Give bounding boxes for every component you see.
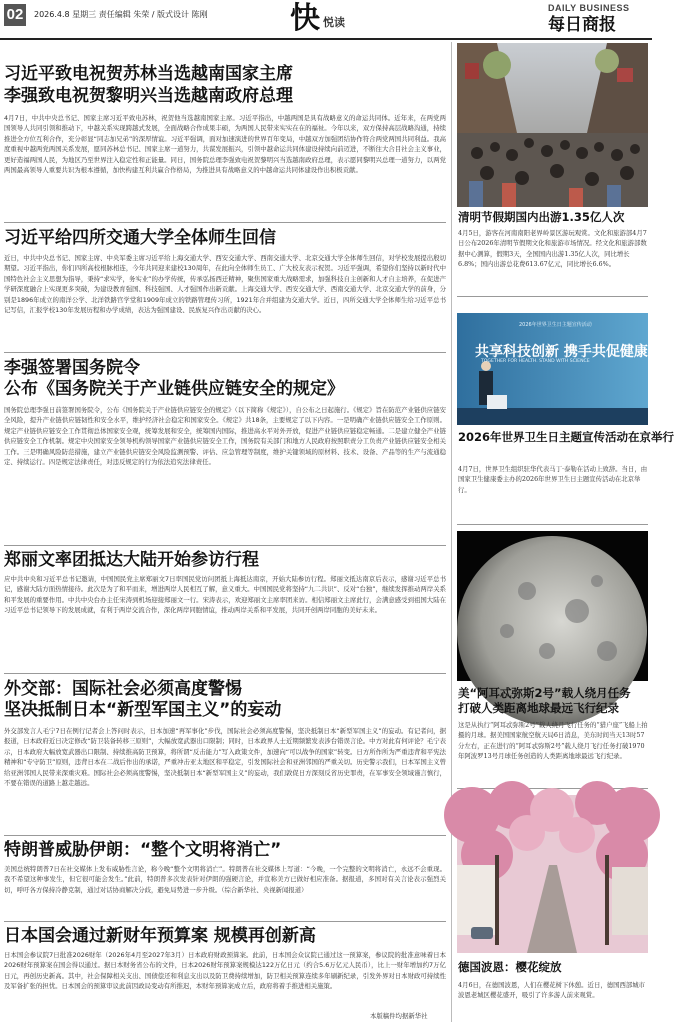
headline-line: 坚决抵制日本“新型军国主义”的妄动 [4, 700, 282, 720]
brand-english: DAILY BUSINESS [548, 3, 630, 13]
article-body: 国务院总理李强日前签署国务院令，公布《国务院关于产业链供应链安全的规定》（以下简称《规定》），自公布之日起施行。《规定》旨在防范产业链供应链安全风险，提升产业链供应链韧性和安全水平，维护经济社会稳定和国家安全。《规定》共18条，主要规定了以下内容。一是明确产业链供应链安全工作原则。规定产业链供应链安全工作贯彻总体国家安全观，统筹发展和安全，统筹国内国际，推进高水平对外开放，促进产业链供应链稳定畅通。二是建立健全产业链供应链安全工作机制。规定中央国家安全领导机构领导国家产业链供应链安全工作，国务院有关部门和地方人民政府按照职责分工负责产业链供应链安全相关工作。三是明确风险防范措施，建立产业链供应链安全风险监测预警、评估、应急管理等制度，维护关键领域的原材料、技术、设备、产品等的生产与流通稳定、持续运行。四是规定法律责任，对违反规定的行为依法追究法律责任。 [4, 406, 446, 467]
side-headline: 清明节假期国内出游1.35亿人次 [458, 210, 625, 224]
article-divider [4, 835, 446, 836]
side-divider [457, 524, 648, 525]
side-headline: 打破人类距离地球最远飞行纪录 [458, 701, 619, 715]
section-mark: 快 [290, 1, 320, 36]
article-divider [4, 222, 446, 223]
section-name: 悦读 [323, 16, 345, 29]
article-credit: 本版稿件均据新华社 [370, 1012, 428, 1020]
photo-event-title: 2026年世界卫生日主题宣传活动 [519, 322, 592, 328]
photo-cherry-blossoms [457, 795, 648, 953]
side-divider [457, 296, 648, 297]
dateline: 2026.4.8 星期三 责任编辑 朱荣 / 版式设计 陈刚 [34, 10, 208, 19]
side-headline: 美“阿耳忒弥斯2号”载人绕月任务 [458, 686, 631, 700]
side-headline: 德国波恩：樱花绽放 [458, 960, 562, 974]
headline-line: 特朗普威胁伊朗：“整个文明将消亡” [4, 840, 282, 860]
column-divider [451, 42, 452, 1022]
article-body: 美国总统特朗普7日在社交媒体上发布威胁性言论，称今晚“整个文明将消亡”。特朗普在社交媒体上写道：“今晚，一个完整的文明将消亡，永远不会重现。我不希望这种事发生，但它很可能会发生。”此前，特朗普多次发表针对伊朗的强硬言论，并宣称美方已做好相应准备。据报道，多国对有关言论表示强烈关切，呼吁各方保持冷静克制，通过对话协商解决分歧，避免局势进一步升级。（综合新华社、央视新闻报道） [4, 865, 446, 894]
article-body: 日本国会参议院7日批准2026财年（2026年4月至2027年3月）日本政府财政预算案。此前，日本国会众议院已通过这一预算案，参议院的批准意味着日本2026财年预算案在国会得以通过。据日本财务省公布的文件，日本2026财年预算案规模达122万亿日元（约合5.6万亿元人民币），比上一财年增加约7万亿日元，再创历史新高。其中，社会保障相关支出、国债偿还和利息支出以及防卫费持续增加，防卫相关预算连续多年刷新纪录，引发外界对日本财政可持续性及军备扩张的担忧。日本国会的预算审议此前因政局变动有所推迟，本财年预算案成立后，政府将着手推进相关施策。 [4, 951, 446, 991]
side-headline: 2026年世界卫生日主题宣传活动在京举行 [458, 430, 674, 444]
headline-line: 公布《国务院关于产业链供应链安全的规定》 [4, 379, 344, 399]
page-number: 02 [4, 4, 26, 26]
photo-moon [457, 531, 648, 681]
article-body: 应中共中央和习近平总书记邀请，中国国民党主席郑丽文7日率国民党访问团抵上海抵达南京，开始大陆参访行程。郑丽文抵达南京后表示，感谢习近平总书记，感谢大陆方面热情接待。此次是为了和平而来，增进两岸人民相互了解，意义重大。中国国民党将坚持“九二共识”、反对“台独”，继续发挥推动两岸关系和平发展的重要作用。中共中央台办主任宋涛到机场迎接郑丽文一行。宋涛表示，欢迎郑丽文主席率团来访。相信郑丽文主席此行，会满意感受到祖国大陆在习近平总书记领导下的发展成就，有利于两岸交流合作，深化两岸同胞情谊，推动两岸关系和平发展，共同开创两岸同胞的美好未来。 [4, 575, 446, 615]
article-body: 外交部发言人毛宁7日在例行记者会上答问时表示，日本加速“再军事化”步伐，国际社会必须高度警惕，坚决抵制日本“新型军国主义”的妄动。有记者问，据报道，日本政府近日决定修改“防卫装备转移三原则”，大幅放宽武器出口限制；同时，日本政界人士近期频繁发表涉台错误言论。中方对此有何评论？毛宁表示，日本政府大幅放宽武器出口限制、持续推高防卫预算，将所谓“反击能力”写入政策文件，加速向“可以战争的国家”转变。日方所作所为严重违背和平宪法精神和“专守防卫”原则，违背日本在二战后作出的承诺，严重冲击亚太地区和平稳定，引发国际社会和亚洲邻国的严重关切。历史警示我们，日本军国主义曾给亚洲邻国人民带来深重灾难。国际社会必须高度警惕，坚决抵制日本“新型军国主义”的妄动，我们敦促日方深刻反省历史罪责，在军事安全领域谨言慎行，不要在错误的道路上越走越远。 [4, 727, 446, 788]
article-body: 近日，中共中央总书记、国家主席、中央军委主席习近平给上海交通大学、西安交通大学、西南交通大学、北京交通大学全体师生回信，对学校发展提出殷切期望。习近平指出，你们四所高校根脉相连，今年共同迎来建校130周年，在此向全体师生员工、广大校友表示祝贺。习近平强调，希望你们坚持以新时代中国特色社会主义思想为指导，秉持“求实学，务实业”的办学传统，传承弘扬西迁精神，聚焦国家重大战略需求，加强科技自主创新和人才自主培养，在促进产学研深度融合上实现更多突破，为建设教育强国、科技强国、人才强国作出新贡献。上海交通大学、西安交通大学、西南交通大学、北京交通大学的前身，分别是1896年成立的南洋公学、北洋铁路官学堂和1909年成立的铁路管理传习所，1921年合并组建为交通大学。近日，四所交通大学全体师生给习近平总书记写信，汇报学校130年发展历程和办学成绩，表达为强国建设、民族复兴作出贡献的决心。 [4, 254, 446, 315]
headline-line: 李强致电祝贺黎明兴当选越南政府总理 [4, 86, 293, 106]
headline-line: 外交部：国际社会必须高度警惕 [4, 679, 242, 699]
headline-line: 李强签署国务院令 [4, 358, 140, 378]
photo-caption: 4月6日，在德国波恩，人们在樱花树下休憩。近日，德国西部城市波恩老城区樱花盛开，吸引了许多游人前来观赏。 [458, 981, 646, 1000]
article-body: 4月7日，中共中央总书记、国家主席习近平致电苏林，祝贺他当选越南国家主席。习近平指出，中越两国是具有战略意义的命运共同体。近年来，在两党两国领导人共同引领和推动下，中越关系实现跨越式发展，全面战略合作成果丰硕，为两国人民带来实实在在的福祉。今年以来，双方保持高层战略沟通，持续推进全方位互利合作，充分彰显“同志加兄弟”的深厚情谊。习近平强调，面对加速演进的世界百年变局，中越双方加强团结协作符合两党两国共同利益。我高度重视中越两党两国关系发展，愿同苏林总书记、国家主席一道努力，共谋发展振兴，引领中越命运共同体建设持续向前迈进，不断往大合目社会主义事业，更好造福两国人民，为地区乃至世界注入稳定性和正能量。同日，国务院总理李强致电祝贺黎明兴当选越南政府总理，表示愿同黎明兴总理一道努力，以两党两国最高领导人重要共识为根本遵循，加快构建互利共赢合作格局，为推进具有战略意义的中越命运共同体建设作出积极贡献。 [4, 114, 446, 175]
header-rule [0, 38, 652, 40]
article-divider [4, 921, 446, 922]
photo-banner-en: TOGETHER FOR HEALTH. STAND WITH SCIENCE [481, 359, 590, 364]
brand-logo: 每日商报 [548, 15, 616, 35]
photo-caption: 4月5日，游客在河南南阳老界岭景区游玩观赏。文化和旅游部4月7日公布2026年清明节假期文化和旅游市场情况。经文化和旅游部数据中心测算，假期3天，全国国内出游1.35亿人次，同比增长6.8%；国内出游总花费613.67亿元，同比增长6.6%。 [458, 229, 647, 269]
article-divider [4, 545, 446, 546]
headline-line: 习近平给四所交通大学全体师生回信 [4, 228, 276, 248]
headline-line: 习近平致电祝贺苏林当选越南国家主席 [4, 64, 293, 84]
photo-caption: 这是从执行“阿耳忒弥斯2号”载人绕月飞行任务的“猎户座”飞船上拍摄的月球。据美国国家航空航天局6日消息，美东时间当天13时57分左右，正在进行的“阿耳忒弥斯2号”载人绕月飞行任务打破1970年阿波罗13号月球任务创造的人类距离地球最远飞行纪录。 [458, 721, 648, 761]
photo-holiday-crowd [457, 43, 648, 207]
headline-line: 郑丽文率团抵达大陆开始参访行程 [4, 550, 259, 570]
article-divider [4, 673, 446, 674]
photo-banner: 共享科技创新 携手共促健康 [475, 344, 648, 360]
headline-line: 日本国会通过新财年预算案 规模再创新高 [4, 926, 316, 946]
photo-health-day [457, 313, 648, 425]
photo-caption: 4月7日，世界卫生组织驻华代表马丁·泰勒在活动上致辞。当日，由国家卫生健康委主办的2026年世界卫生日主题宣传活动在北京举行。 [458, 465, 648, 494]
article-divider [4, 352, 446, 353]
